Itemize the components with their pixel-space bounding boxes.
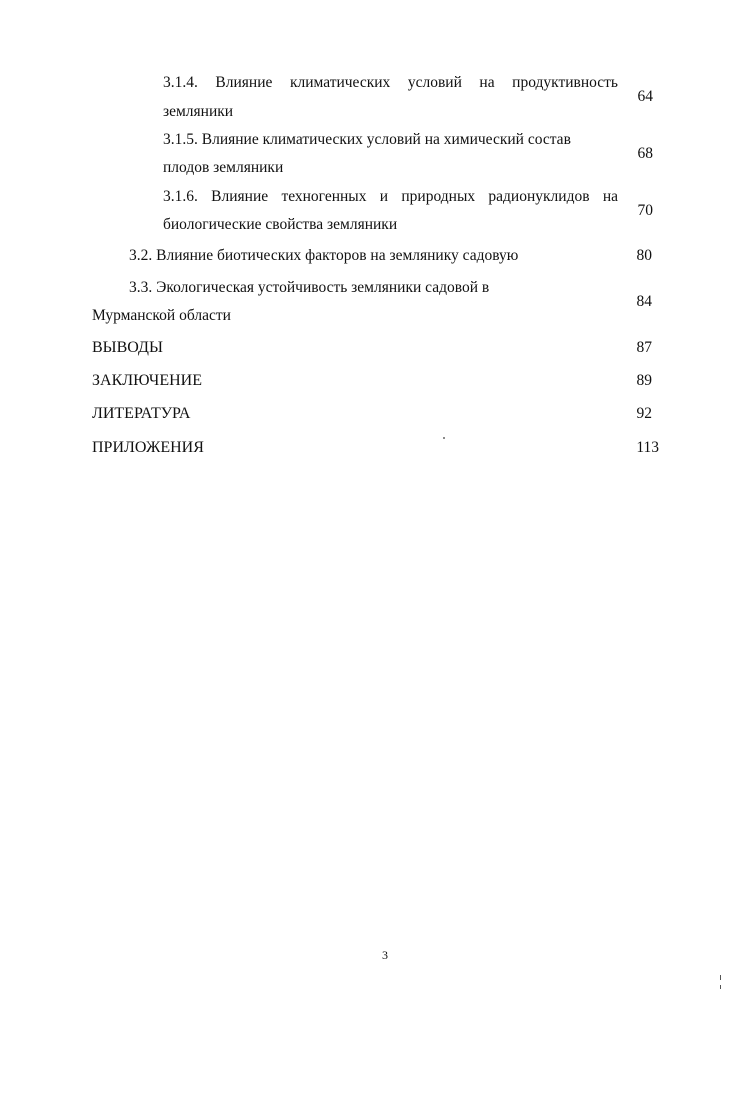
toc-entry-3-1-4-line-1: 3.1.4. Влияние климатических условий на продуктивность bbox=[163, 74, 618, 91]
toc-entry-3-1-6-page: 70 bbox=[637, 202, 653, 219]
toc-entry-3-3-page: 84 bbox=[636, 293, 652, 310]
page-number: 3 bbox=[382, 948, 388, 962]
toc-entry-3-1-4-line-2: земляники bbox=[163, 103, 234, 120]
scan-speck bbox=[443, 437, 445, 439]
toc-entry-3-1-5-line-2: плодов земляники bbox=[163, 159, 284, 176]
toc-entry-summary-page: 89 bbox=[636, 372, 652, 389]
toc-entry-3-3-line-2: Мурманской области bbox=[92, 307, 231, 324]
toc-entry-appendices-title: ПРИЛОЖЕНИЯ bbox=[92, 439, 204, 456]
toc-entry-3-1-6-line-2: биологические свойства земляники bbox=[163, 216, 398, 233]
scan-edge-mark bbox=[720, 975, 721, 980]
toc-entry-3-1-4-page: 64 bbox=[637, 88, 653, 105]
toc-entry-conclusions-page: 87 bbox=[636, 339, 652, 356]
toc-entry-literature-page: 92 bbox=[636, 405, 652, 422]
toc-entry-3-2-line-1: 3.2. Влияние биотических факторов на землянику садовую bbox=[129, 247, 519, 264]
toc-entry-3-1-6-line-1: 3.1.6. Влияние техногенных и природных радионуклидов на bbox=[163, 188, 618, 205]
toc-entry-literature-title: ЛИТЕРАТУРА bbox=[92, 405, 191, 422]
toc-entry-summary-title: ЗАКЛЮЧЕНИЕ bbox=[92, 372, 202, 389]
toc-entry-appendices-page: 113 bbox=[636, 439, 659, 456]
toc-entry-3-1-5-line-1: 3.1.5. Влияние климатических условий на химический состав bbox=[163, 131, 571, 148]
toc-entry-3-2-page: 80 bbox=[636, 247, 652, 264]
toc-entry-conclusions-title: ВЫВОДЫ bbox=[92, 339, 163, 356]
toc-entry-3-1-5-page: 68 bbox=[637, 145, 653, 162]
scan-edge-mark bbox=[720, 985, 721, 989]
toc-entry-3-3-line-1: 3.3. Экологическая устойчивость земляники садовой в bbox=[129, 279, 490, 296]
